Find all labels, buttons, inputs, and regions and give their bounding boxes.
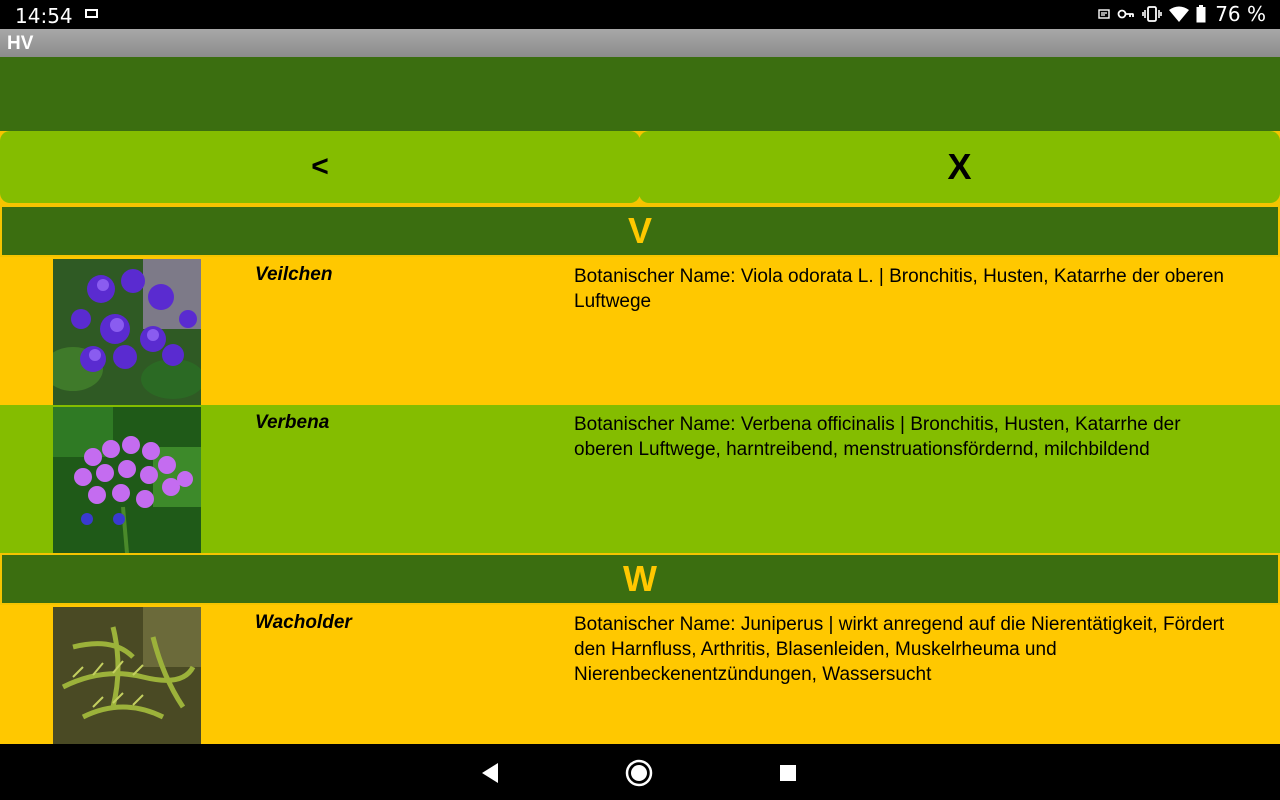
status-icons [1098, 3, 1266, 25]
juniper-photo-icon [53, 607, 201, 744]
status-bar [0, 0, 1280, 29]
verbena-photo-icon [53, 407, 201, 553]
list-item[interactable] [0, 405, 1280, 553]
screenshot-icon [85, 9, 98, 18]
section-header-v [0, 205, 1280, 257]
status-time: 14:54 [15, 4, 73, 28]
section-letter: W [623, 558, 657, 599]
app-title: HV [7, 33, 34, 54]
list-item[interactable] [0, 257, 1280, 405]
back-triangle-icon[interactable] [480, 762, 500, 784]
plant-description: Botanischer Name: Juniperus | wirkt anregend auf die Nierentätigkeit, Fördert den Harnfluss, Arthritis, Blasenleiden, Muskelrheuma und Nierenbeckenentzündungen, Wassersucht [574, 614, 1225, 685]
plant-description: Botanischer Name: Viola odorata L. | Bronchitis, Husten, Katarrhe der oberen Luftwege [574, 266, 1224, 312]
battery-icon [1196, 5, 1206, 23]
list-item[interactable] [0, 605, 1280, 744]
plant-description: Botanischer Name: Verbena officinalis | Bronchitis, Husten, Katarrhe der oberen Luftwege, harntreibend, menstruationsfördernd, milchbildend [574, 414, 1181, 460]
vibrate-icon [1142, 6, 1162, 22]
back-button[interactable]: < [0, 131, 640, 203]
key-icon [1117, 8, 1135, 20]
nfc-icon [1098, 8, 1110, 20]
header-banner [0, 57, 1280, 131]
system-navigation-bar [0, 744, 1280, 800]
plant-name: Verbena [255, 412, 330, 433]
app-title-bar [0, 29, 1280, 57]
battery-percentage: 76 % [1215, 2, 1266, 26]
wifi-icon [1169, 6, 1189, 22]
plant-name: Wacholder [255, 612, 352, 633]
close-button[interactable]: X [639, 131, 1280, 203]
section-letter: V [627, 210, 652, 251]
violet-photo-icon [53, 259, 201, 405]
home-circle-icon[interactable] [625, 759, 653, 787]
plant-list[interactable] [0, 205, 1280, 744]
navigation-row [0, 131, 1280, 205]
plant-name: Veilchen [255, 264, 333, 285]
section-header-w [0, 553, 1280, 605]
recents-square-icon[interactable] [779, 764, 797, 782]
